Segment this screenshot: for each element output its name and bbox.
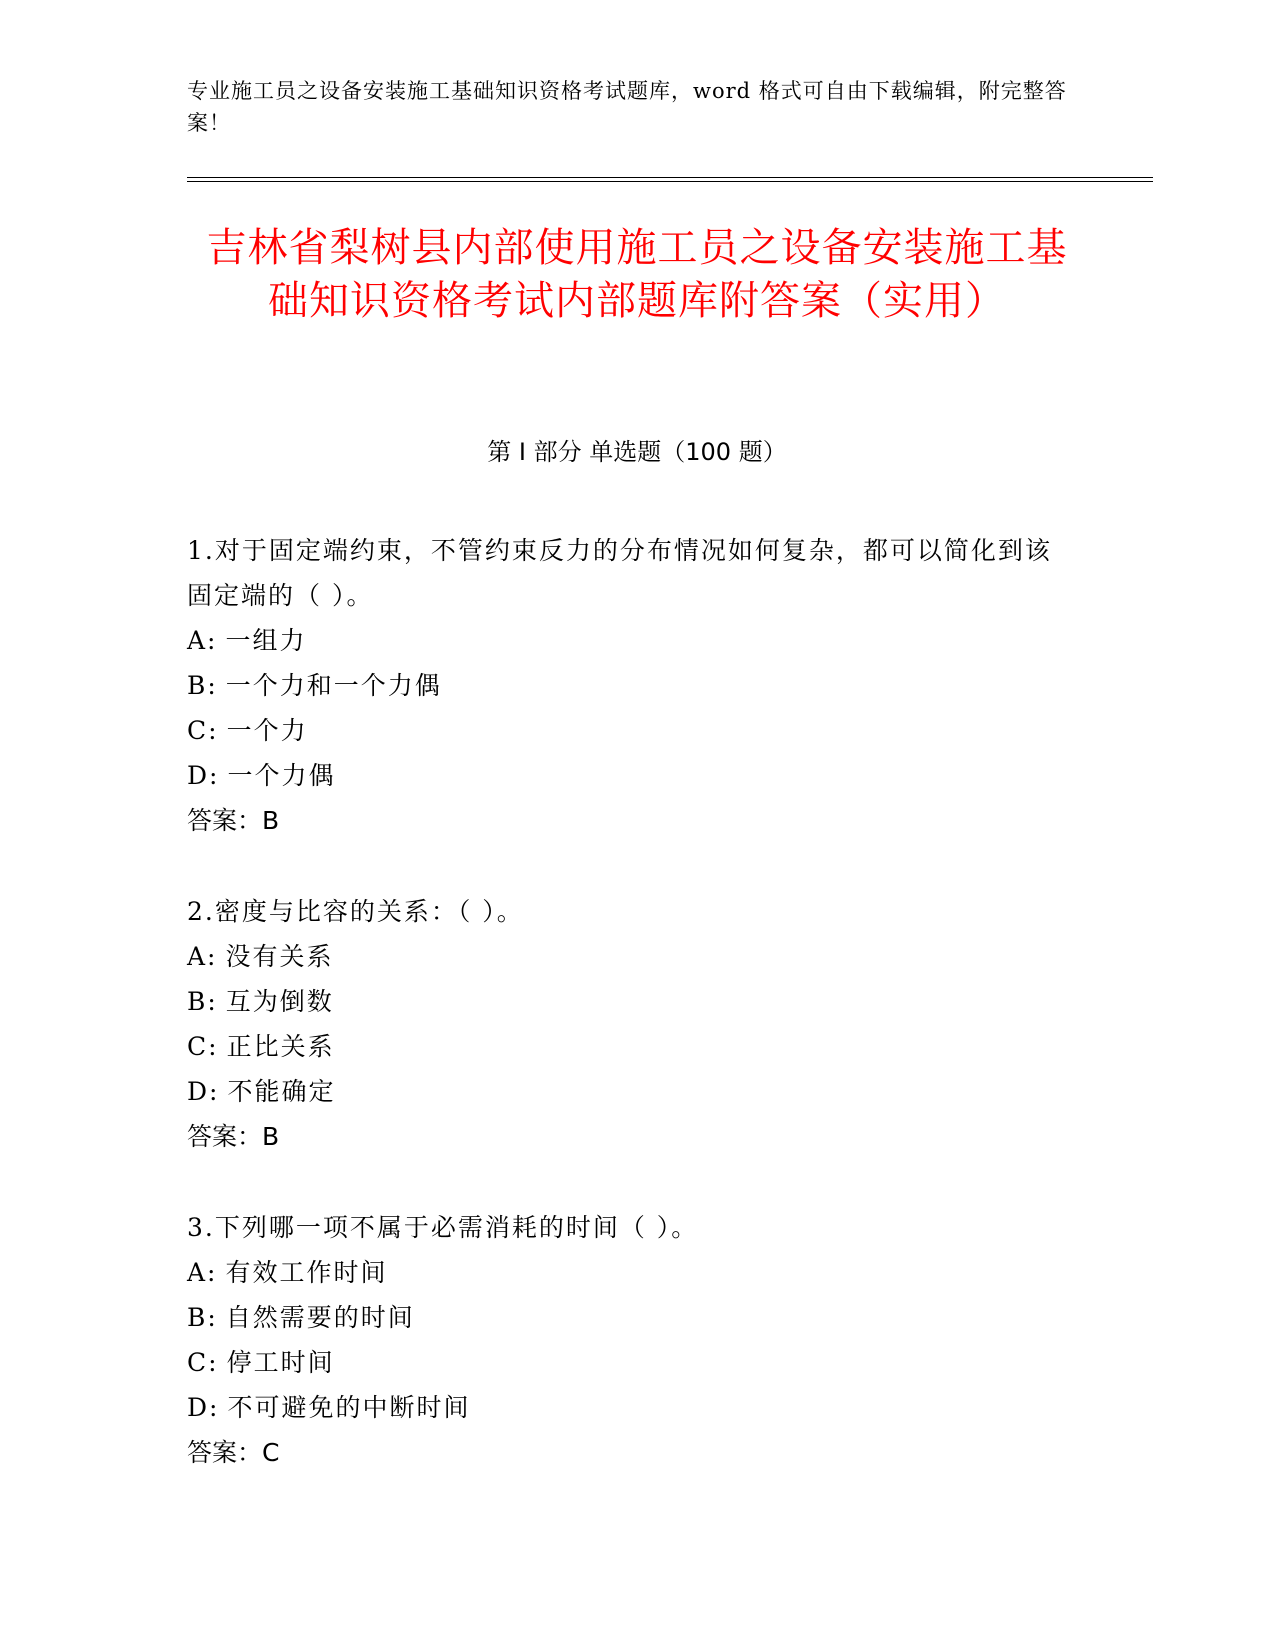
option-letter: C:	[187, 1032, 219, 1061]
option-text: 正比关系	[226, 1032, 335, 1061]
option-letter: C:	[187, 716, 219, 745]
question-stem: 1.对于固定端约束，不管约束反力的分布情况如何复杂，都可以简化到该固定端的（ ）。	[187, 536, 1052, 610]
option-a	[187, 618, 1067, 663]
question-1	[187, 528, 1067, 844]
question-stem: 3.下列哪一项不属于必需消耗的时间（ ）。	[187, 1213, 699, 1242]
option-c	[187, 708, 1067, 753]
option-text: 互为倒数	[225, 987, 334, 1016]
option-text: 停工时间	[226, 1348, 335, 1377]
option-b	[187, 1295, 1067, 1340]
option-letter: A:	[187, 1258, 218, 1287]
option-letter: B:	[187, 1303, 218, 1332]
question-stem: 2.密度与比容的关系：（ ）。	[187, 897, 524, 926]
option-text: 不可避免的中断时间	[227, 1393, 471, 1422]
answer-prefix: 答案：	[187, 806, 263, 835]
option-text: 一个力和一个力偶	[225, 671, 442, 700]
answer-line	[187, 1430, 1067, 1476]
option-letter: A:	[187, 626, 218, 655]
option-letter: B:	[187, 987, 218, 1016]
header-note: 专业施工员之设备安装施工基础知识资格考试题库，word 格式可自由下载编辑，附完整答案！	[187, 79, 1067, 135]
header-divider-top	[187, 177, 1153, 178]
answer-value: C	[262, 1438, 280, 1467]
option-letter: C:	[187, 1348, 219, 1377]
option-text: 一个力	[226, 716, 308, 745]
option-letter: D:	[187, 761, 220, 790]
option-letter: A:	[187, 942, 218, 971]
option-text: 有效工作时间	[225, 1258, 388, 1287]
option-a	[187, 1250, 1067, 1295]
answer-value: B	[262, 1122, 280, 1151]
option-text: 没有关系	[225, 942, 334, 971]
question-list	[187, 528, 1067, 1476]
option-b	[187, 979, 1067, 1024]
option-b	[187, 663, 1067, 708]
option-letter: B:	[187, 671, 218, 700]
answer-value: B	[262, 806, 280, 835]
option-d	[187, 1385, 1067, 1430]
question-2	[187, 889, 1067, 1160]
option-d	[187, 753, 1067, 798]
section-heading: 第 I 部分 单选题（100 题）	[487, 438, 787, 466]
answer-prefix: 答案：	[187, 1122, 263, 1151]
option-c	[187, 1340, 1067, 1385]
header-divider-bottom	[187, 181, 1153, 182]
option-letter: D:	[187, 1393, 220, 1422]
answer-prefix: 答案：	[187, 1438, 263, 1467]
answer-line	[187, 1114, 1067, 1160]
option-d	[187, 1069, 1067, 1114]
option-text: 一个力偶	[227, 761, 336, 790]
option-text: 一组力	[225, 626, 307, 655]
option-c	[187, 1024, 1067, 1069]
document-title: 吉林省梨树县内部使用施工员之设备安装施工基础知识资格考试内部题库附答案（实用）	[206, 225, 1068, 324]
option-text: 自然需要的时间	[225, 1303, 415, 1332]
question-3	[187, 1205, 1067, 1476]
option-a	[187, 934, 1067, 979]
option-letter: D:	[187, 1077, 220, 1106]
answer-line	[187, 798, 1067, 844]
option-text: 不能确定	[227, 1077, 336, 1106]
